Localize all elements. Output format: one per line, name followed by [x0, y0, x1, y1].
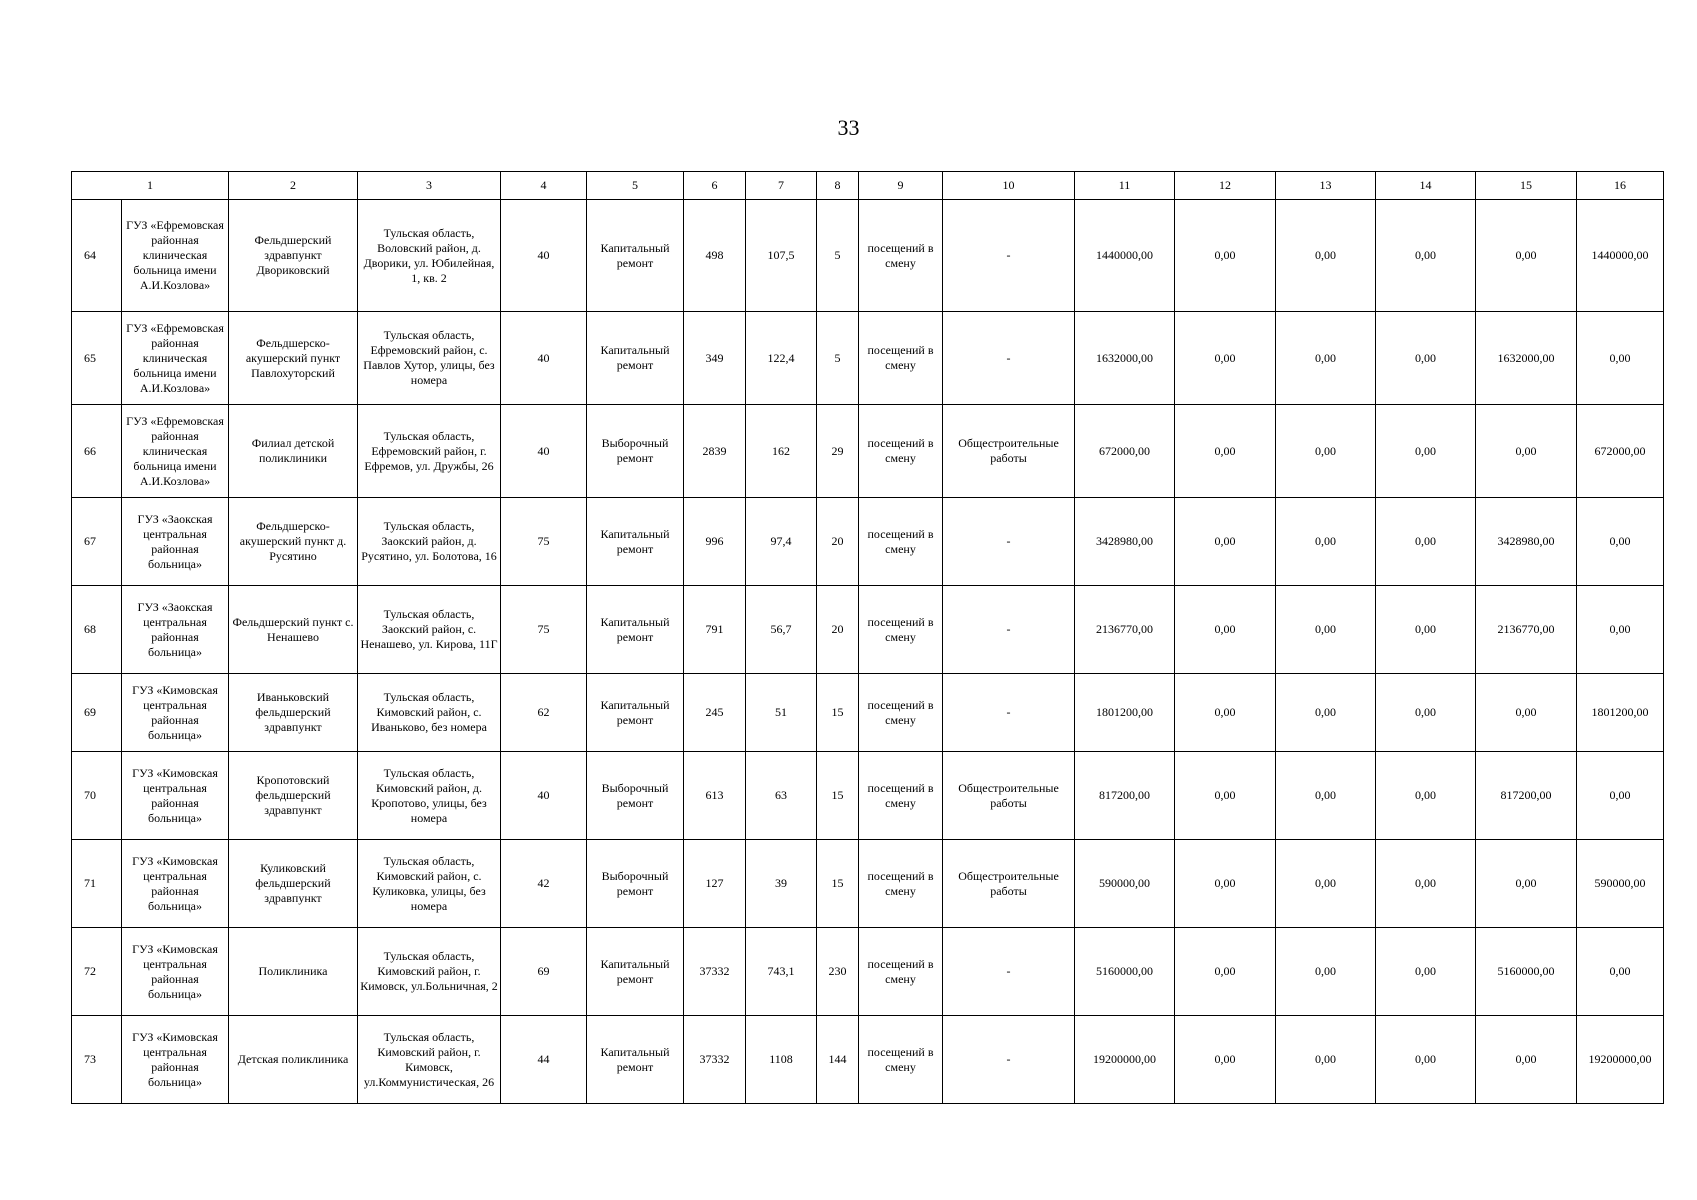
value-col7-cell: 56,7 — [746, 586, 817, 674]
column-header-4: 4 — [501, 172, 587, 200]
work-type-cell: Капитальный ремонт — [587, 674, 684, 752]
amount-col16-cell: 0,00 — [1577, 928, 1664, 1016]
amount-col13-cell: 0,00 — [1276, 674, 1376, 752]
amount-col13-cell: 0,00 — [1276, 840, 1376, 928]
capacity-cell: 230 — [817, 928, 859, 1016]
amount-col16-cell: 0,00 — [1577, 312, 1664, 405]
organization-cell: ГУЗ «Ефремовская районная клиническая больница имени А.И.Козлова» — [122, 312, 229, 405]
value-col7-cell: 107,5 — [746, 200, 817, 312]
unit-cell: посещений в смену — [859, 840, 943, 928]
row-number: 68 — [72, 586, 122, 674]
column-header-10: 10 — [943, 172, 1075, 200]
works-description-cell: - — [943, 1016, 1075, 1104]
total-amount-cell: 2136770,00 — [1075, 586, 1175, 674]
value-col7-cell: 1108 — [746, 1016, 817, 1104]
work-type-cell: Капитальный ремонт — [587, 586, 684, 674]
amount-col15-cell: 5160000,00 — [1476, 928, 1577, 1016]
amount-col16-cell: 1440000,00 — [1577, 200, 1664, 312]
value-col7-cell: 63 — [746, 752, 817, 840]
unit-cell: посещений в смену — [859, 312, 943, 405]
works-description-cell: Общестроительные работы — [943, 405, 1075, 498]
facility-name-cell: Кропотовский фельдшерский здравпункт — [229, 752, 358, 840]
amount-col15-cell: 0,00 — [1476, 840, 1577, 928]
amount-col14-cell: 0,00 — [1376, 1016, 1476, 1104]
capacity-cell: 20 — [817, 498, 859, 586]
column-header-9: 9 — [859, 172, 943, 200]
works-description-cell: - — [943, 312, 1075, 405]
work-type-cell: Выборочный ремонт — [587, 405, 684, 498]
facility-name-cell: Фельдшерский здравпункт Двориковский — [229, 200, 358, 312]
row-number: 69 — [72, 674, 122, 752]
header-row — [72, 172, 1664, 200]
work-type-cell: Капитальный ремонт — [587, 200, 684, 312]
amount-col13-cell: 0,00 — [1276, 752, 1376, 840]
works-description-cell: - — [943, 498, 1075, 586]
column-header-6: 6 — [684, 172, 746, 200]
total-amount-cell: 590000,00 — [1075, 840, 1175, 928]
address-cell: Тульская область, Воловский район, д. Дворики, ул. Юбилейная, 1, кв. 2 — [358, 200, 501, 312]
value-col4-cell: 75 — [501, 586, 587, 674]
capacity-cell: 5 — [817, 312, 859, 405]
amount-col15-cell: 1632000,00 — [1476, 312, 1577, 405]
work-type-cell: Капитальный ремонт — [587, 1016, 684, 1104]
total-amount-cell: 1632000,00 — [1075, 312, 1175, 405]
works-description-cell: Общестроительные работы — [943, 752, 1075, 840]
amount-col14-cell: 0,00 — [1376, 928, 1476, 1016]
organization-cell: ГУЗ «Кимовская центральная районная больница» — [122, 840, 229, 928]
value-col7-cell: 122,4 — [746, 312, 817, 405]
amount-col14-cell: 0,00 — [1376, 586, 1476, 674]
value-col4-cell: 40 — [501, 200, 587, 312]
table-row — [72, 405, 1664, 498]
amount-col13-cell: 0,00 — [1276, 498, 1376, 586]
column-header-7: 7 — [746, 172, 817, 200]
unit-cell: посещений в смену — [859, 498, 943, 586]
column-header-5: 5 — [587, 172, 684, 200]
amount-col13-cell: 0,00 — [1276, 312, 1376, 405]
value-col7-cell: 743,1 — [746, 928, 817, 1016]
amount-col16-cell: 19200000,00 — [1577, 1016, 1664, 1104]
works-description-cell: - — [943, 200, 1075, 312]
amount-col13-cell: 0,00 — [1276, 1016, 1376, 1104]
amount-col16-cell: 0,00 — [1577, 586, 1664, 674]
table-body — [72, 200, 1664, 1104]
capacity-cell: 15 — [817, 752, 859, 840]
area-cell: 613 — [684, 752, 746, 840]
unit-cell: посещений в смену — [859, 928, 943, 1016]
total-amount-cell: 5160000,00 — [1075, 928, 1175, 1016]
row-number: 73 — [72, 1016, 122, 1104]
area-cell: 349 — [684, 312, 746, 405]
table-row — [72, 1016, 1664, 1104]
address-cell: Тульская область, Ефремовский район, с. Павлов Хутор, улицы, без номера — [358, 312, 501, 405]
works-description-cell: - — [943, 928, 1075, 1016]
amount-col16-cell: 590000,00 — [1577, 840, 1664, 928]
area-cell: 996 — [684, 498, 746, 586]
amount-col12-cell: 0,00 — [1175, 928, 1276, 1016]
amount-col13-cell: 0,00 — [1276, 405, 1376, 498]
table-row — [72, 498, 1664, 586]
capacity-cell: 144 — [817, 1016, 859, 1104]
facilities-table — [71, 171, 1664, 1104]
row-number: 72 — [72, 928, 122, 1016]
work-type-cell: Выборочный ремонт — [587, 752, 684, 840]
amount-col15-cell: 0,00 — [1476, 405, 1577, 498]
organization-cell: ГУЗ «Ефремовская районная клиническая больница имени А.И.Козлова» — [122, 405, 229, 498]
area-cell: 2839 — [684, 405, 746, 498]
organization-cell: ГУЗ «Кимовская центральная районная больница» — [122, 752, 229, 840]
amount-col13-cell: 0,00 — [1276, 586, 1376, 674]
column-header-12: 12 — [1175, 172, 1276, 200]
amount-col15-cell: 0,00 — [1476, 674, 1577, 752]
facility-name-cell: Фельдшерско-акушерский пункт д. Русятино — [229, 498, 358, 586]
works-description-cell: - — [943, 586, 1075, 674]
amount-col15-cell: 0,00 — [1476, 200, 1577, 312]
column-header-8: 8 — [817, 172, 859, 200]
work-type-cell: Капитальный ремонт — [587, 498, 684, 586]
value-col7-cell: 51 — [746, 674, 817, 752]
capacity-cell: 15 — [817, 674, 859, 752]
row-number: 70 — [72, 752, 122, 840]
amount-col12-cell: 0,00 — [1175, 674, 1276, 752]
column-header-2: 2 — [229, 172, 358, 200]
amount-col14-cell: 0,00 — [1376, 840, 1476, 928]
area-cell: 245 — [684, 674, 746, 752]
amount-col12-cell: 0,00 — [1175, 405, 1276, 498]
total-amount-cell: 3428980,00 — [1075, 498, 1175, 586]
capacity-cell: 5 — [817, 200, 859, 312]
address-cell: Тульская область, Кимовский район, д. Кропотово, улицы, без номера — [358, 752, 501, 840]
works-description-cell: - — [943, 674, 1075, 752]
amount-col14-cell: 0,00 — [1376, 405, 1476, 498]
value-col4-cell: 40 — [501, 405, 587, 498]
organization-cell: ГУЗ «Кимовская центральная районная больница» — [122, 1016, 229, 1104]
value-col4-cell: 44 — [501, 1016, 587, 1104]
works-description-cell: Общестроительные работы — [943, 840, 1075, 928]
page-number: 33 — [837, 115, 860, 140]
address-cell: Тульская область, Ефремовский район, г. Ефремов, ул. Дружбы, 26 — [358, 405, 501, 498]
organization-cell: ГУЗ «Кимовская центральная районная больница» — [122, 928, 229, 1016]
row-number: 67 — [72, 498, 122, 586]
amount-col13-cell: 0,00 — [1276, 928, 1376, 1016]
value-col4-cell: 75 — [501, 498, 587, 586]
row-number: 66 — [72, 405, 122, 498]
work-type-cell: Капитальный ремонт — [587, 928, 684, 1016]
row-number: 65 — [72, 312, 122, 405]
column-header-13: 13 — [1276, 172, 1376, 200]
amount-col15-cell: 817200,00 — [1476, 752, 1577, 840]
address-cell: Тульская область, Кимовский район, г. Кимовск, ул.Больничная, 2 — [358, 928, 501, 1016]
column-header-16: 16 — [1577, 172, 1664, 200]
amount-col14-cell: 0,00 — [1376, 312, 1476, 405]
value-col4-cell: 40 — [501, 752, 587, 840]
work-type-cell: Выборочный ремонт — [587, 840, 684, 928]
value-col4-cell: 42 — [501, 840, 587, 928]
table-row — [72, 752, 1664, 840]
table-row — [72, 200, 1664, 312]
column-header-3: 3 — [358, 172, 501, 200]
area-cell: 127 — [684, 840, 746, 928]
amount-col12-cell: 0,00 — [1175, 498, 1276, 586]
area-cell: 498 — [684, 200, 746, 312]
unit-cell: посещений в смену — [859, 1016, 943, 1104]
value-col4-cell: 40 — [501, 312, 587, 405]
total-amount-cell: 672000,00 — [1075, 405, 1175, 498]
area-cell: 37332 — [684, 1016, 746, 1104]
amount-col15-cell: 0,00 — [1476, 1016, 1577, 1104]
amount-col12-cell: 0,00 — [1175, 586, 1276, 674]
organization-cell: ГУЗ «Заокская центральная районная больница» — [122, 586, 229, 674]
amount-col15-cell: 3428980,00 — [1476, 498, 1577, 586]
area-cell: 37332 — [684, 928, 746, 1016]
address-cell: Тульская область, Кимовский район, с. Иваньково, без номера — [358, 674, 501, 752]
amount-col12-cell: 0,00 — [1175, 752, 1276, 840]
unit-cell: посещений в смену — [859, 405, 943, 498]
address-cell: Тульская область, Заокский район, д. Русятино, ул. Болотова, 16 — [358, 498, 501, 586]
row-number: 64 — [72, 200, 122, 312]
amount-col15-cell: 2136770,00 — [1476, 586, 1577, 674]
facility-name-cell: Филиал детской поликлиники — [229, 405, 358, 498]
amount-col13-cell: 0,00 — [1276, 200, 1376, 312]
unit-cell: посещений в смену — [859, 674, 943, 752]
capacity-cell: 15 — [817, 840, 859, 928]
capacity-cell: 29 — [817, 405, 859, 498]
facility-name-cell: Фельдшерский пункт с. Ненашево — [229, 586, 358, 674]
column-header-15: 15 — [1476, 172, 1577, 200]
table-row — [72, 674, 1664, 752]
table-row — [72, 586, 1664, 674]
value-col7-cell: 39 — [746, 840, 817, 928]
column-header-14: 14 — [1376, 172, 1476, 200]
table-row — [72, 840, 1664, 928]
address-cell: Тульская область, Заокский район, с. Ненашево, ул. Кирова, 11Г — [358, 586, 501, 674]
total-amount-cell: 1801200,00 — [1075, 674, 1175, 752]
facility-name-cell: Поликлиника — [229, 928, 358, 1016]
facility-name-cell: Иваньковский фельдшерский здравпункт — [229, 674, 358, 752]
value-col4-cell: 62 — [501, 674, 587, 752]
value-col4-cell: 69 — [501, 928, 587, 1016]
organization-cell: ГУЗ «Кимовская центральная районная больница» — [122, 674, 229, 752]
capacity-cell: 20 — [817, 586, 859, 674]
facility-name-cell: Детская поликлиника — [229, 1016, 358, 1104]
amount-col14-cell: 0,00 — [1376, 200, 1476, 312]
value-col7-cell: 162 — [746, 405, 817, 498]
facility-name-cell: Куликовский фельдшерский здравпункт — [229, 840, 358, 928]
amount-col14-cell: 0,00 — [1376, 752, 1476, 840]
amount-col12-cell: 0,00 — [1175, 312, 1276, 405]
address-cell: Тульская область, Кимовский район, с. Куликовка, улицы, без номера — [358, 840, 501, 928]
unit-cell: посещений в смену — [859, 752, 943, 840]
amount-col12-cell: 0,00 — [1175, 1016, 1276, 1104]
total-amount-cell: 817200,00 — [1075, 752, 1175, 840]
table-row — [72, 312, 1664, 405]
total-amount-cell: 19200000,00 — [1075, 1016, 1175, 1104]
amount-col14-cell: 0,00 — [1376, 498, 1476, 586]
table-row — [72, 928, 1664, 1016]
amount-col16-cell: 1801200,00 — [1577, 674, 1664, 752]
unit-cell: посещений в смену — [859, 586, 943, 674]
column-header-11: 11 — [1075, 172, 1175, 200]
unit-cell: посещений в смену — [859, 200, 943, 312]
row-number: 71 — [72, 840, 122, 928]
work-type-cell: Капитальный ремонт — [587, 312, 684, 405]
organization-cell: ГУЗ «Заокская центральная районная больница» — [122, 498, 229, 586]
amount-col12-cell: 0,00 — [1175, 200, 1276, 312]
amount-col16-cell: 0,00 — [1577, 498, 1664, 586]
total-amount-cell: 1440000,00 — [1075, 200, 1175, 312]
facility-name-cell: Фельдшерско-акушерский пункт Павлохуторский — [229, 312, 358, 405]
area-cell: 791 — [684, 586, 746, 674]
address-cell: Тульская область, Кимовский район, г. Кимовск, ул.Коммунистическая, 26 — [358, 1016, 501, 1104]
amount-col14-cell: 0,00 — [1376, 674, 1476, 752]
amount-col16-cell: 0,00 — [1577, 752, 1664, 840]
value-col7-cell: 97,4 — [746, 498, 817, 586]
column-header-1: 1 — [72, 172, 229, 200]
amount-col12-cell: 0,00 — [1175, 840, 1276, 928]
organization-cell: ГУЗ «Ефремовская районная клиническая больница имени А.И.Козлова» — [122, 200, 229, 312]
amount-col16-cell: 672000,00 — [1577, 405, 1664, 498]
